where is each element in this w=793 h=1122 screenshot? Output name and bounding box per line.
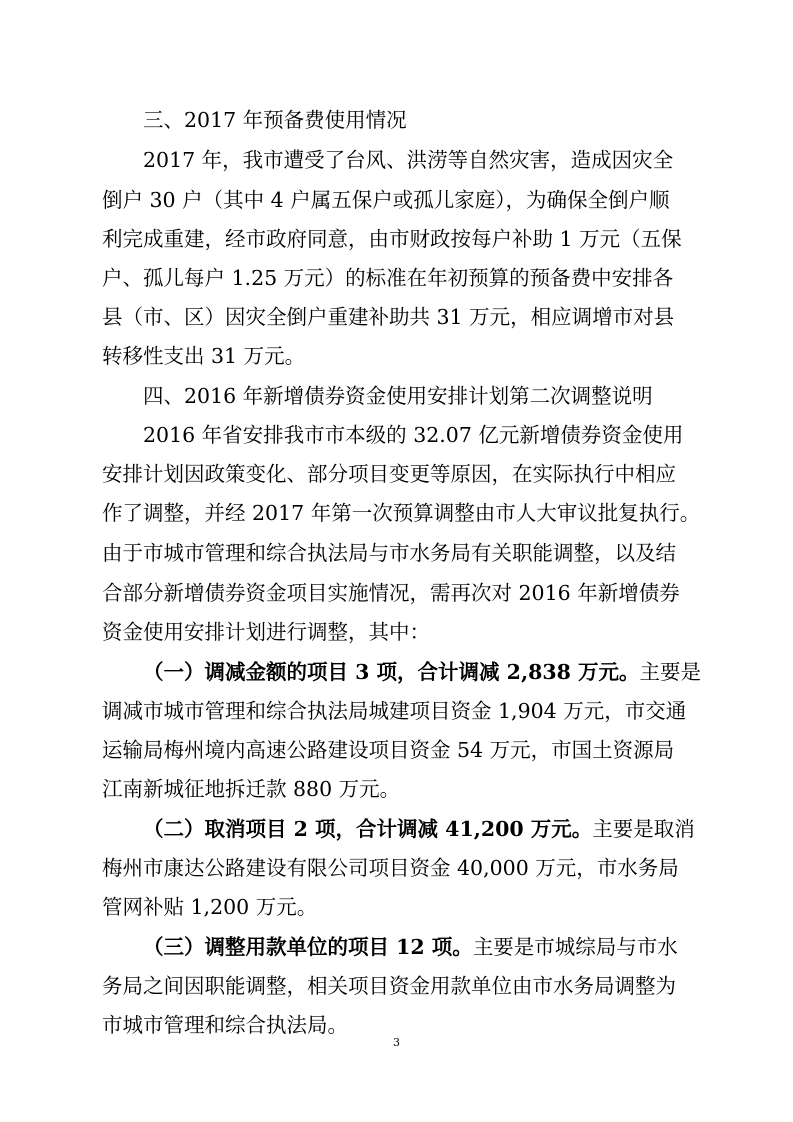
item-3-lead: 主要是市城综局与市水	[472, 935, 678, 959]
paragraph-line: 资金使用安排计划进行调整，其中：	[102, 620, 430, 644]
paragraph-line: 市城市管理和综合执法局。	[102, 1013, 348, 1037]
paragraph-line: 江南新城征地拆迁款 880 万元。	[102, 777, 401, 801]
paragraph-line: 由于市城市管理和综合执法局与市水务局有关职能调整，以及结	[102, 541, 676, 565]
paragraph-line: 转移性支出 31 万元。	[102, 344, 306, 368]
paragraph-line: 合部分新增债券资金项目实施情况，需再次对 2016 年新增债券	[102, 581, 680, 605]
paragraph-line: 作了调整，并经 2017 年第一次预算调整由市人大审议批复执行。	[102, 501, 701, 525]
item-2-first-line	[143, 816, 695, 842]
paragraph-line: 调减市城市管理和综合执法局城建项目资金 1,904 万元，市交通	[102, 699, 687, 723]
paragraph-line: 户、孤儿每户 1.25 万元）的标准在年初预算的预备费中安排各	[102, 266, 674, 290]
paragraph-line: 务局之间因职能调整，相关项目资金用款单位由市水务局调整为	[102, 974, 676, 998]
item-3-first-line	[143, 934, 692, 960]
paragraph-line: 运输局梅州境内高速公路建设项目资金 54 万元，市国土资源局	[102, 738, 675, 762]
item-3-heading: （三）调整用款单位的项目 12 项。	[143, 935, 473, 959]
paragraph-line: 2016 年省安排我市市本级的 32.07 亿元新增债券资金使用	[143, 423, 684, 447]
paragraph-line: 梅州市康达公路建设有限公司项目资金 40,000 万元，市水务局	[102, 856, 679, 880]
section-heading-4: 四、2016 年新增债券资金使用安排计划第二次调整说明	[143, 384, 653, 408]
paragraph-line: 管网补贴 1,200 万元。	[102, 895, 318, 919]
item-1-lead: 主要是	[639, 660, 702, 684]
page-number: 3	[393, 1036, 400, 1049]
item-1-heading: （一）调减金额的项目 3 项，合计调减 2,838 万元。	[143, 660, 640, 684]
paragraph-line: 利完成重建，经市政府同意，由市财政按每户补助 1 万元（五保	[102, 227, 682, 251]
paragraph-line: 2017 年，我市遭受了台风、洪涝等自然灾害，造成因灾全	[143, 148, 674, 172]
paragraph-line: 县（市、区）因灾全倒户重建补助共 31 万元，相应调增市对县	[102, 305, 675, 329]
item-2-lead: 主要是取消	[592, 817, 695, 841]
paragraph-line: 倒户 30 户（其中 4 户属五保户或孤儿家庭），为确保全倒户顺	[102, 188, 670, 212]
item-2-heading: （二）取消项目 2 项，合计调减 41,200 万元。	[143, 817, 593, 841]
item-1-first-line	[143, 659, 702, 685]
section-heading-3: 三、2017 年预备费使用情况	[143, 108, 407, 132]
paragraph-line: 安排计划因政策变化、部分项目变更等原因，在实际执行中相应	[102, 462, 676, 486]
